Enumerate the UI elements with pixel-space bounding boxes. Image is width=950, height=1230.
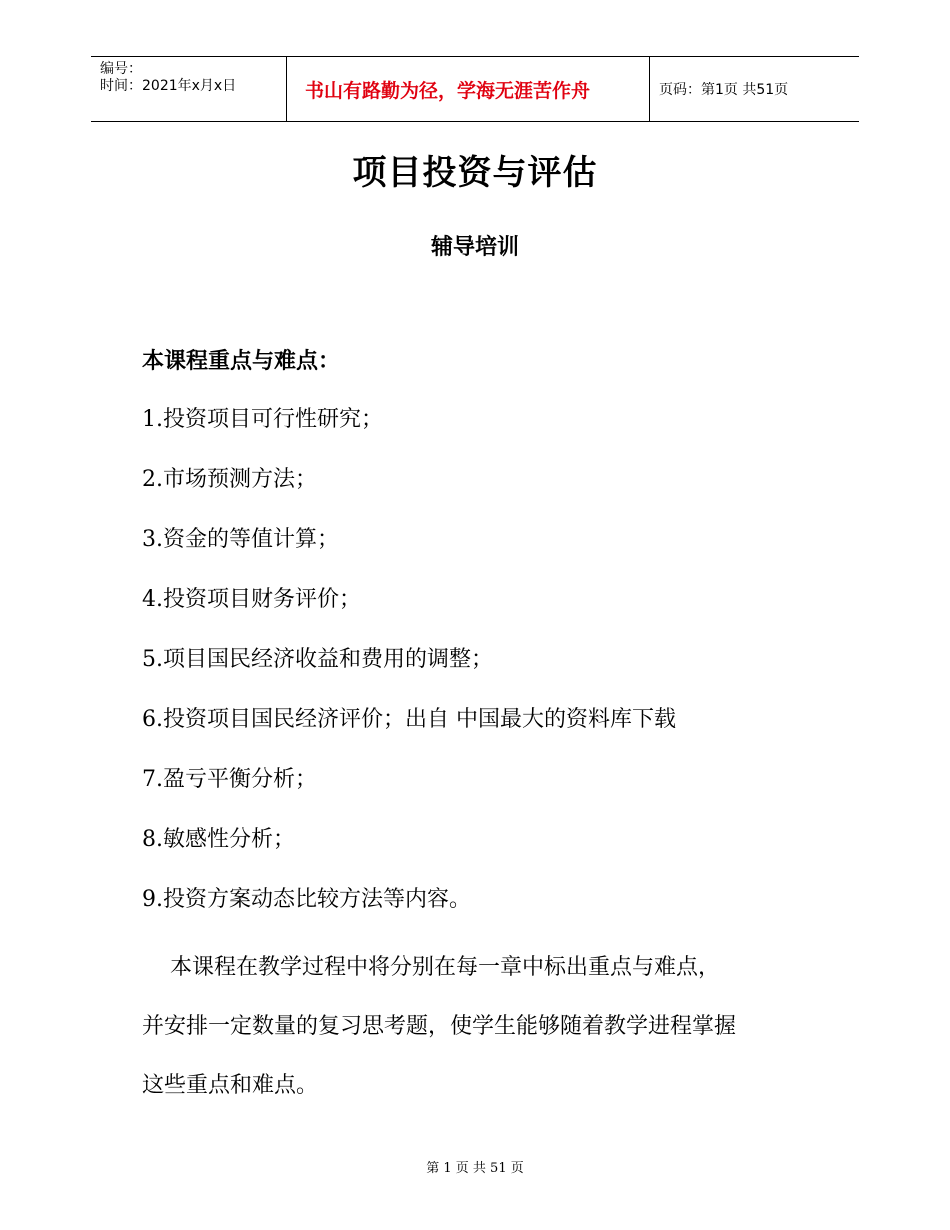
paragraph-line: 这些重点和难点。 xyxy=(142,1073,319,1098)
header-page-cell xyxy=(650,57,859,121)
body-paragraph xyxy=(142,938,822,1115)
list-item: 4.投资项目财务评价； xyxy=(142,587,361,612)
paragraph-line: 并安排一定数量的复习思考题，使学生能够随着教学进程掌握 xyxy=(142,1014,737,1039)
list-item: 9.投资方案动态比较方法等内容。 xyxy=(142,887,471,912)
document-time: 时间：2021年x月x日 xyxy=(100,78,237,94)
header-meta xyxy=(91,57,287,121)
header-motto-cell xyxy=(287,57,650,121)
paragraph-line: 本课程在教学过程中将分别在每一章中标出重点与难点， xyxy=(142,955,720,980)
list-item: 8.敏感性分析； xyxy=(142,827,295,852)
list-item: 1.投资项目可行性研究； xyxy=(142,407,383,432)
document-title: 项目投资与评估 xyxy=(352,153,598,193)
header-motto: 书山有路勤为径，学海无涯苦作舟 xyxy=(305,79,591,102)
section-heading: 本课程重点与难点： xyxy=(142,348,341,374)
header-page-info: 页码：第1页 共51页 xyxy=(659,82,789,98)
list-item: 3.资金的等值计算； xyxy=(142,527,339,552)
list-item: 6.投资项目国民经济评价；出自 中国最大的资料库下载 xyxy=(142,707,676,732)
page-footer: 第 1 页 共 51 页 xyxy=(426,1161,524,1176)
list-item: 2.市场预测方法； xyxy=(142,467,317,492)
document-number-label: 编号： xyxy=(100,61,142,77)
page-header xyxy=(91,56,859,122)
list-item: 5.项目国民经济收益和费用的调整； xyxy=(142,647,493,672)
list-item: 7.盈亏平衡分析； xyxy=(142,767,317,792)
document-subtitle: 辅导培训 xyxy=(430,234,519,260)
